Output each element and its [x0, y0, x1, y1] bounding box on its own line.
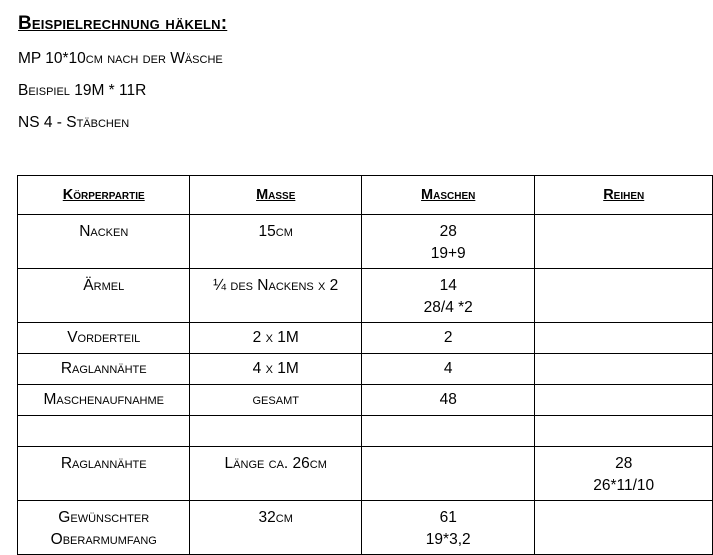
cell-part: Gewünschter Oberarmumfang — [18, 501, 190, 555]
cell-stitches: 48 — [361, 385, 534, 416]
cell-measure: 15cm — [190, 215, 361, 269]
table-row — [18, 269, 713, 323]
cell-stitches — [361, 447, 534, 501]
table-row — [18, 385, 713, 416]
header-body-part: Körperpartie — [18, 176, 190, 215]
cell-part: Ärmel — [18, 269, 190, 323]
stitches-formula: 28/4 *2 — [423, 299, 473, 316]
table-row — [18, 447, 713, 501]
cell-measure: 2 x 1M — [190, 323, 361, 354]
table-row — [18, 354, 713, 385]
rows-formula: 26*11/10 — [593, 477, 655, 494]
table-row — [18, 501, 713, 555]
cell-rows — [535, 416, 713, 447]
table-row — [18, 215, 713, 269]
stitches-value: 61 — [439, 509, 457, 526]
cell-measure: 4 x 1M — [190, 354, 361, 385]
cell-measure: gesamt — [190, 385, 361, 416]
cell-measure — [190, 416, 361, 447]
gauge-info: MP 10*10cm nach der Wäsche — [18, 50, 223, 67]
header-rows: Reihen — [535, 176, 713, 215]
cell-part: Vorderteil — [18, 323, 190, 354]
table-row — [18, 416, 713, 447]
stitches-formula: 19*3,2 — [425, 531, 471, 548]
cell-stitches — [361, 416, 534, 447]
cell-rows — [535, 385, 713, 416]
cell-part: Raglannähte — [18, 447, 190, 501]
cell-stitches: 2 — [361, 323, 534, 354]
cell-rows — [535, 269, 713, 323]
cell-part — [18, 416, 190, 447]
calculation-table — [17, 175, 713, 555]
cell-stitches — [361, 269, 534, 323]
header-measure: Masse — [190, 176, 361, 215]
stitches-formula: 19+9 — [430, 245, 466, 262]
cell-stitches — [361, 501, 534, 555]
cell-stitches: 4 — [361, 354, 534, 385]
cell-part: Raglannähte — [18, 354, 190, 385]
needle-info: NS 4 - Stäbchen — [18, 114, 130, 131]
cell-rows — [535, 447, 713, 501]
cell-measure: Länge ca. 26cm — [190, 447, 361, 501]
stitches-value: 28 — [439, 223, 457, 240]
cell-measure: ¼ des Nackens x 2 — [190, 269, 361, 323]
example-info: Beispiel 19M * 11R — [18, 82, 147, 99]
cell-stitches — [361, 215, 534, 269]
stitches-value: 14 — [439, 277, 457, 294]
table-header-row — [18, 176, 713, 215]
cell-rows — [535, 323, 713, 354]
page-title: Beispielrechnung häkeln: — [18, 13, 228, 34]
rows-value: 28 — [615, 455, 633, 472]
cell-rows — [535, 501, 713, 555]
cell-rows — [535, 215, 713, 269]
header-stitches: Maschen — [361, 176, 534, 215]
table-row — [18, 323, 713, 354]
cell-measure: 32cm — [190, 501, 361, 555]
cell-part: Nacken — [18, 215, 190, 269]
cell-part: Maschenaufnahme — [18, 385, 190, 416]
cell-rows — [535, 354, 713, 385]
